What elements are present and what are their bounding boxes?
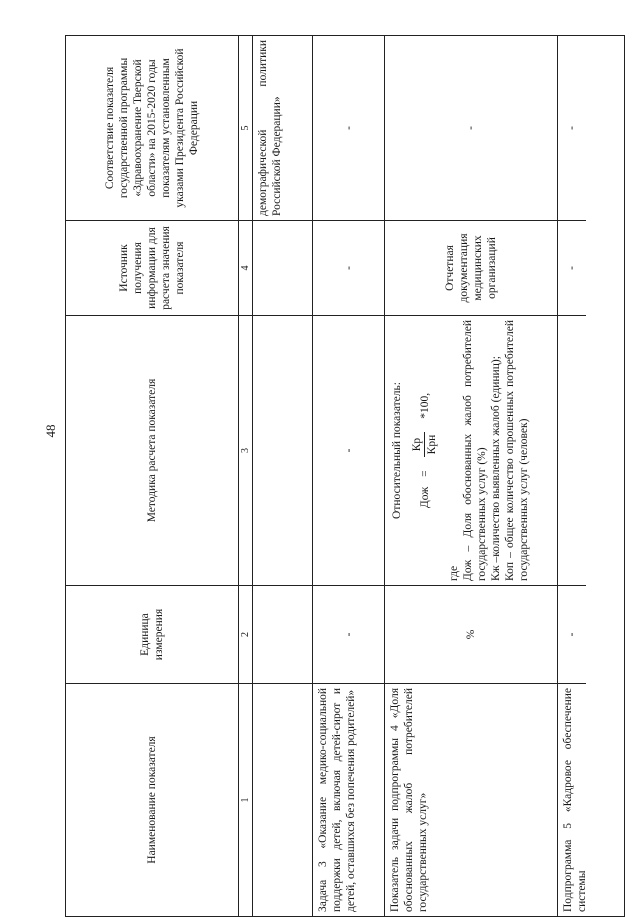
task-source: - (313, 220, 384, 315)
task-3-row (313, 36, 385, 916)
subprogram-unit: - (558, 585, 586, 683)
method-title: Относительный показатель: (391, 382, 403, 519)
column-number: 3 (239, 315, 252, 585)
formula-fraction (410, 429, 439, 461)
column-number-row (239, 36, 253, 916)
formula-lhs: Дож (418, 486, 431, 509)
indicators-table (65, 35, 625, 917)
task-method: - (313, 315, 384, 585)
table-cell (253, 220, 312, 315)
subprogram-name: Подпрограмма 5 «Кадровое обеспечение системы (558, 683, 586, 916)
table-header-row (66, 36, 239, 916)
table-cell (253, 683, 312, 916)
formula (410, 320, 439, 581)
task-unit: - (313, 585, 384, 683)
formula-tail: *100, (418, 392, 431, 419)
subprogram-source: - (558, 220, 586, 315)
task-compliance: - (342, 126, 355, 130)
where-label: где (448, 565, 460, 581)
table-row-continued (253, 36, 313, 916)
header-compliance: Соответствие показателя государственной программы «Здравоохранение Тверской области» на 2015-2020 годы показателям установленным указами Президента Российской Федерации (104, 48, 200, 208)
subprogram-method (558, 315, 586, 585)
column-number: 2 (239, 585, 252, 683)
indicator-method (385, 315, 557, 585)
compliance-cell: демографической политики Российской Федерации» (257, 40, 283, 216)
indicator-name: Показатель задачи подпрограммы 4 «Доля обоснованных жалоб потребителей государственных услуг» (385, 683, 557, 916)
header-indicator-name: Наименование показателя (66, 683, 238, 916)
table-cell (253, 315, 312, 585)
page-number: 48 (43, 424, 58, 438)
indicator-unit: % (385, 585, 557, 683)
table-cell (253, 585, 312, 683)
column-number: 1 (239, 683, 252, 916)
column-number: 4 (239, 220, 252, 315)
task-name: Задача 3 «Оказание медико-социальной поддержки детей, включая детей-сирот и детей, оставшихся без попечения родителей» (313, 683, 384, 916)
header-method: Методика расчета показателя (66, 315, 238, 585)
indicator-row (385, 36, 558, 916)
formula-equals: = (418, 470, 431, 477)
definition: Дож – Доля обоснованных жалоб потребителей государственных услуг (%) (462, 320, 488, 581)
header-unit: Единица измерения (66, 585, 238, 683)
formula-denominator: Крн (426, 434, 438, 455)
definition: Кж –количество выявленных жалоб (единиц); (490, 356, 502, 581)
definition: Коп – общее количество опрошенных потребителей государственных услуг (человек) (504, 320, 530, 581)
formula-numerator: Кр (410, 432, 425, 457)
subprogram-compliance: - (566, 126, 578, 130)
indicator-compliance: - (465, 126, 477, 130)
header-source: Источник получения информации для расчета значения показателя (66, 220, 238, 315)
subprogram-5-row (558, 36, 586, 916)
indicator-source: Отчетная документация медицинских организаций (385, 220, 557, 315)
column-number: 5 (240, 125, 251, 131)
